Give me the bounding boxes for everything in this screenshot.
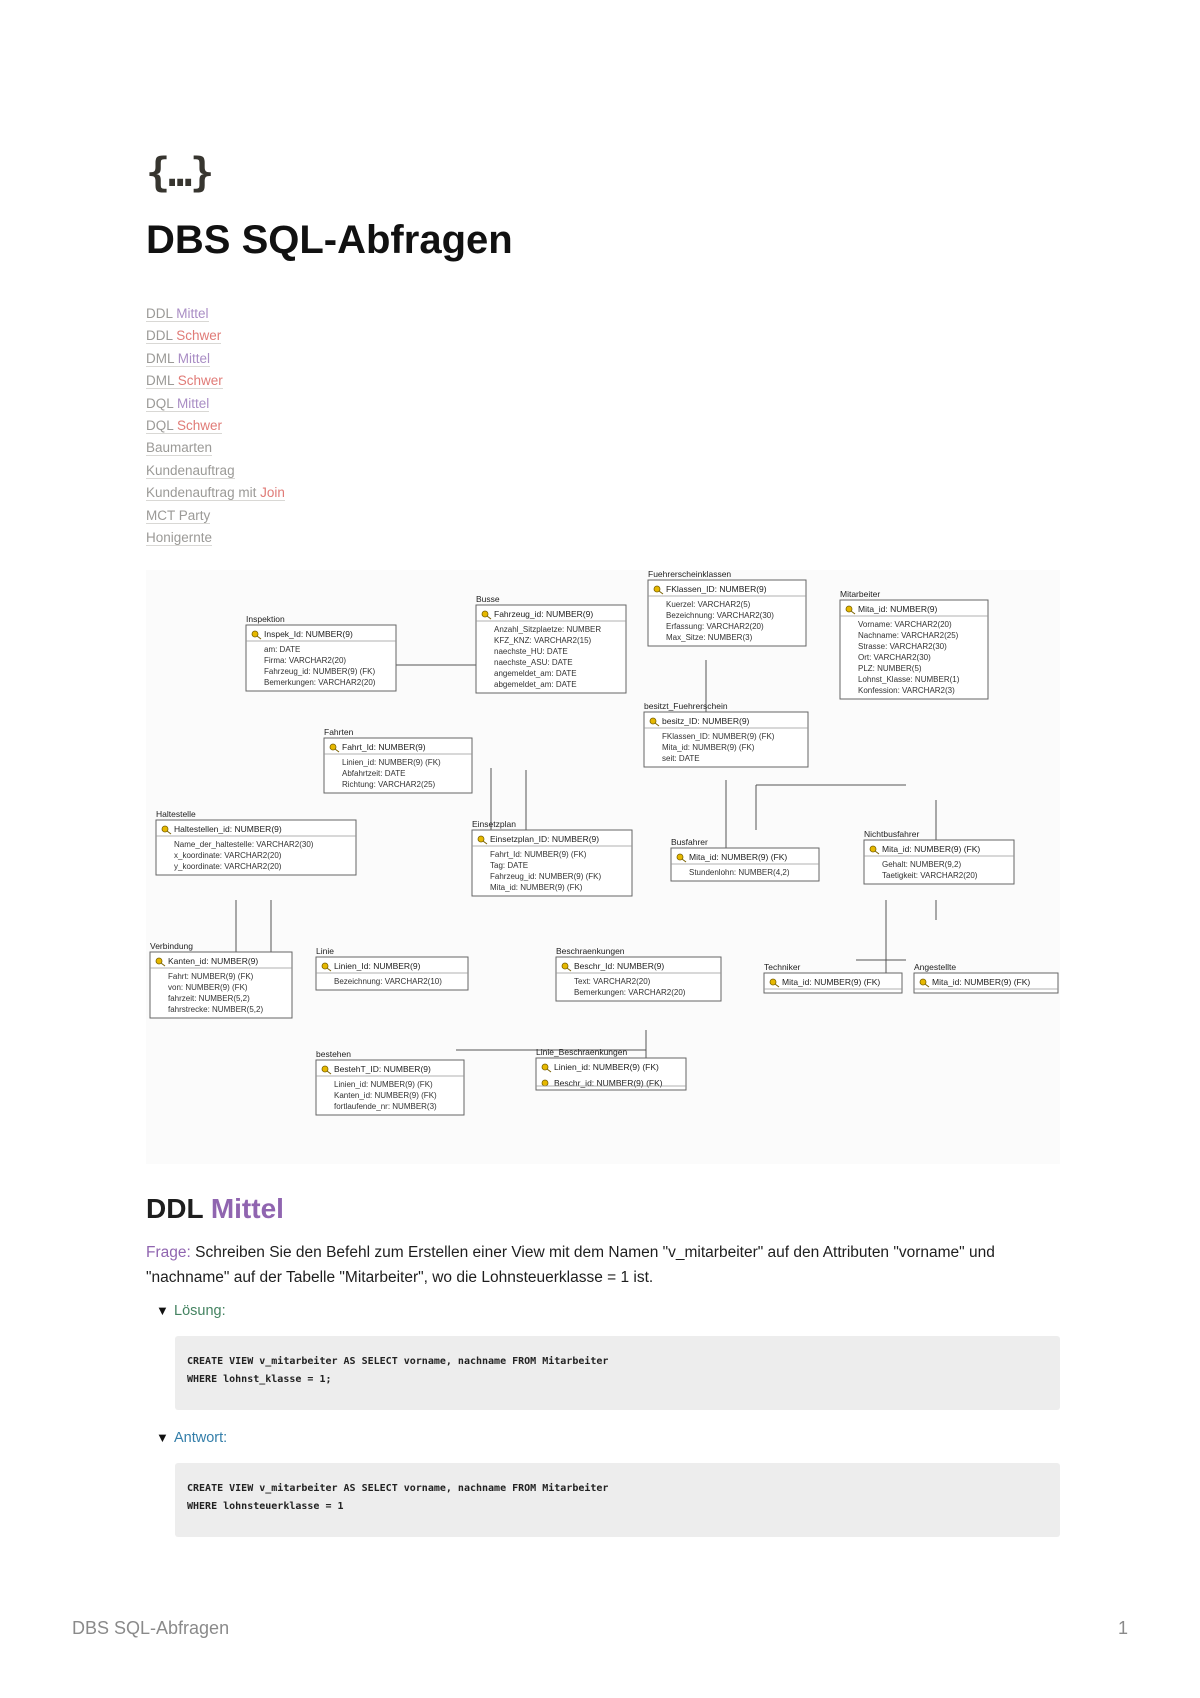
entity-attribute: fortlaufende_nr: NUMBER(3) (334, 1102, 437, 1111)
toc-link-level: Schwer (176, 328, 222, 344)
entity-table (671, 837, 819, 881)
entity-title: Haltestelle (156, 809, 196, 819)
section-heading-level: Mittel (210, 1193, 284, 1224)
entity-attribute: Abfahrtzeit: DATE (342, 769, 406, 778)
section-heading-prefix: DDL (146, 1193, 211, 1224)
entity-title: Busfahrer (671, 837, 708, 847)
entity-attribute: Nachname: VARCHAR2(25) (858, 631, 959, 640)
entity-attribute: abgemeldet_am: DATE (494, 680, 577, 689)
entity-title: Nichtbusfahrer (864, 829, 920, 839)
entity-attribute: Konfession: VARCHAR2(3) (858, 686, 955, 695)
toggle-antwort-label: Antwort: (174, 1430, 228, 1446)
entity-attribute: Kanten_id: NUMBER(9) (FK) (334, 1091, 437, 1100)
entity-title: Fuehrerscheinklassen (648, 570, 732, 579)
toc-link-text: DML (146, 350, 178, 366)
entity-attribute: Bezeichnung: VARCHAR2(30) (666, 611, 774, 620)
toggle-triangle-icon: ▼ (156, 1430, 169, 1445)
toc-link-text: DML (146, 373, 178, 389)
entity-attribute: Vorname: VARCHAR2(20) (858, 620, 952, 629)
entity-attribute: Max_Sitze: NUMBER(3) (666, 633, 753, 642)
toc-link[interactable] (146, 373, 223, 389)
toc-link-text: DQL (146, 417, 178, 433)
toggle-loesung-label: Lösung: (174, 1303, 226, 1319)
entity-attribute: Kuerzel: VARCHAR2(5) (666, 600, 751, 609)
entity-title: Linie (316, 946, 334, 956)
entity-title: Einsetzplan (472, 819, 516, 829)
entity-table (476, 594, 626, 693)
entity-table (156, 809, 356, 875)
code-block-antwort: CREATE VIEW v_mitarbeiter AS SELECT vorname, nachname FROM Mitarbeiter WHERE lohnsteuerklasse = 1 (175, 1463, 1060, 1537)
toc-item (146, 437, 285, 459)
entity-attribute: Anzahl_Sitzplaetze: NUMBER (494, 625, 602, 634)
entity-primary-key: Haltestellen_id: NUMBER(9) (174, 824, 282, 834)
entity-table (316, 1049, 464, 1115)
entity-table (864, 829, 1014, 884)
toc-item (146, 393, 285, 415)
entity-table (644, 701, 808, 767)
entity-attribute: KFZ_KNZ: VARCHAR2(15) (494, 636, 592, 645)
entity-attribute: von: NUMBER(9) (FK) (168, 983, 248, 992)
entity-attribute: Fahrzeug_id: NUMBER(9) (FK) (490, 872, 602, 881)
entity-attribute: Fahrt_Id: NUMBER(9) (FK) (490, 850, 587, 859)
entity-attribute: Bezeichnung: VARCHAR2(10) (334, 977, 442, 986)
entity-primary-key: BestehT_ID: NUMBER(9) (334, 1064, 431, 1074)
entity-title: Fahrten (324, 727, 354, 737)
entity-primary-key: Linien_id: NUMBER(9) (FK) (554, 1062, 659, 1072)
toc-link[interactable] (146, 530, 212, 546)
entity-attribute: Name_der_haltestelle: VARCHAR2(30) (174, 840, 314, 849)
entity-table (914, 962, 1058, 993)
toc-link-text: Honigernte (146, 529, 213, 545)
entity-table (324, 727, 472, 793)
toc-link[interactable] (146, 351, 210, 367)
entity-attribute: seit: DATE (662, 754, 700, 763)
entity-attribute: Fahrzeug_id: NUMBER(9) (FK) (264, 667, 376, 676)
entity-title: Mitarbeiter (840, 589, 881, 599)
toggle-loesung[interactable] (156, 1303, 226, 1319)
toc-item (146, 370, 285, 392)
toc-item (146, 460, 285, 482)
entity-primary-key: Kanten_id: NUMBER(9) (168, 956, 259, 966)
entity-table (316, 946, 468, 990)
toc-link-level: Join (260, 485, 285, 501)
entity-attribute: Bemerkungen: VARCHAR2(20) (264, 678, 376, 687)
entity-attribute: Mita_id: NUMBER(9) (FK) (662, 743, 755, 752)
entity-primary-key: Mita_id: NUMBER(9) (858, 604, 938, 614)
entity-primary-key: FKlassen_ID: NUMBER(9) (666, 584, 767, 594)
entity-primary-key: Fahrzeug_id: NUMBER(9) (494, 609, 594, 619)
entity-attribute: Mita_id: NUMBER(9) (FK) (490, 883, 583, 892)
toc-link-text: Kundenauftrag mit (146, 485, 261, 501)
entity-table (472, 819, 632, 896)
question-text: Schreiben Sie den Befehl zum Erstellen einer View mit dem Namen "v_mitarbeiter" auf den Attributen "vorname" und "nachname" auf der Tabelle "Mitarbeiter", wo die Lohnsteuerklasse = 1 ist. (146, 1244, 995, 1286)
toc-link[interactable] (146, 485, 285, 501)
entity-title: bestehen (316, 1049, 351, 1059)
toc-link-level: Schwer (177, 417, 223, 433)
entity-primary-key: Fahrt_Id: NUMBER(9) (342, 742, 426, 752)
toc-item (146, 482, 285, 504)
toc-link-text: Baumarten (146, 440, 213, 456)
entity-attribute: naechste_ASU: DATE (494, 658, 573, 667)
toc-link[interactable] (146, 396, 209, 412)
entity-title: Beschraenkungen (556, 946, 625, 956)
toc-link-text: DQL (146, 395, 178, 411)
entity-title: Inspektion (246, 614, 285, 624)
code-block-loesung: CREATE VIEW v_mitarbeiter AS SELECT vorname, nachname FROM Mitarbeiter WHERE lohnst_klasse = 1; (175, 1336, 1060, 1410)
toc-link[interactable] (146, 418, 222, 434)
entity-title: Busse (476, 594, 500, 604)
entity-table (150, 941, 292, 1018)
entity-attribute: Stundenlohn: NUMBER(4,2) (689, 868, 790, 877)
toc-link[interactable] (146, 463, 235, 479)
toc-link-level: Mittel (177, 395, 210, 411)
entity-primary-key: Beschr_id: NUMBER(9) (FK) (554, 1078, 663, 1088)
entity-title: Linie_Beschraenkungen (536, 1047, 628, 1057)
entity-attribute: Lohnst_Klasse: NUMBER(1) (858, 675, 960, 684)
entity-attribute: FKlassen_ID: NUMBER(9) (FK) (662, 732, 775, 741)
toc-link-level: Mittel (177, 350, 211, 366)
entity-primary-key: Einsetzplan_ID: NUMBER(9) (490, 834, 600, 844)
footer-title: DBS SQL-Abfragen (72, 1618, 230, 1638)
entity-primary-key: Inspek_Id: NUMBER(9) (264, 629, 353, 639)
entity-attribute: Bemerkungen: VARCHAR2(20) (574, 988, 686, 997)
entity-primary-key: Mita_id: NUMBER(9) (FK) (689, 852, 788, 862)
entity-attribute: angemeldet_am: DATE (494, 669, 577, 678)
er-diagram-svg (146, 570, 1060, 1164)
entity-title: Angestellte (914, 962, 957, 972)
entity-table (536, 1047, 686, 1090)
question-label: Frage: (146, 1244, 191, 1261)
entity-attribute: fahrzeit: NUMBER(5,2) (168, 994, 250, 1003)
toc-item (146, 527, 285, 549)
entity-attribute: Text: VARCHAR2(20) (574, 977, 651, 986)
page-number: 1 (1117, 1618, 1128, 1638)
question (146, 1240, 1060, 1290)
toc-link-text: DDL (146, 306, 177, 321)
entity-attribute: naechste_HU: DATE (494, 647, 568, 656)
er-diagram (146, 570, 1060, 1164)
toc-link-text: MCT Party (146, 507, 211, 523)
entity-primary-key: besitz_ID: NUMBER(9) (662, 716, 750, 726)
entity-attribute: Linien_id: NUMBER(9) (FK) (342, 758, 441, 767)
page-icon: {…} (146, 150, 213, 196)
toc-link-level: Schwer (177, 373, 223, 389)
section-heading-ddl-mittel (146, 1193, 284, 1225)
toc-link[interactable] (146, 440, 212, 456)
entity-table (246, 614, 396, 691)
entity-attribute: Gehalt: NUMBER(9,2) (882, 860, 962, 869)
entity-attribute: Ort: VARCHAR2(30) (858, 653, 931, 662)
entity-table (840, 589, 988, 699)
toc-link[interactable] (146, 508, 210, 524)
entity-attribute: x_koordinate: VARCHAR2(20) (174, 851, 282, 860)
entity-attribute: y_koordinate: VARCHAR2(20) (174, 862, 282, 871)
primary-key-icon (542, 1080, 548, 1086)
toc-link[interactable] (146, 306, 209, 322)
entity-table (648, 570, 806, 646)
toggle-triangle-icon: ▼ (156, 1303, 169, 1318)
toc-item (146, 505, 285, 527)
entity-table (556, 946, 721, 1001)
entity-attribute: Linien_id: NUMBER(9) (FK) (334, 1080, 433, 1089)
entity-attribute: Tag: DATE (490, 861, 529, 870)
entity-attribute: Fahrt: NUMBER(9) (FK) (168, 972, 254, 981)
entity-primary-key: Linien_Id: NUMBER(9) (334, 961, 421, 971)
toc-link-text: DDL (146, 328, 177, 344)
toc-link-text: Kundenauftrag (146, 462, 235, 478)
toc-link[interactable] (146, 328, 221, 344)
entity-primary-key: Mita_id: NUMBER(9) (FK) (782, 977, 881, 987)
entity-title: Verbindung (150, 941, 194, 951)
toc-link-level: Mittel (176, 306, 209, 321)
entity-title: Techniker (764, 962, 801, 972)
page-title: DBS SQL-Abfragen (146, 218, 513, 262)
toc-item (146, 303, 285, 325)
entity-attribute: PLZ: NUMBER(5) (858, 664, 922, 673)
toggle-antwort[interactable] (156, 1430, 227, 1446)
entity-attribute: fahrstrecke: NUMBER(5,2) (168, 1005, 264, 1014)
entity-attribute: Firma: VARCHAR2(20) (264, 656, 347, 665)
entity-attribute: Erfassung: VARCHAR2(20) (666, 622, 764, 631)
entity-primary-key: Mita_id: NUMBER(9) (FK) (932, 977, 1031, 987)
entity-primary-key: Beschr_Id: NUMBER(9) (574, 961, 665, 971)
table-of-contents (146, 303, 285, 549)
toc-item (146, 348, 285, 370)
toc-item (146, 325, 285, 347)
entity-table (764, 962, 902, 993)
entity-primary-key: Mita_id: NUMBER(9) (FK) (882, 844, 981, 854)
toc-item (146, 415, 285, 437)
entity-attribute: Strasse: VARCHAR2(30) (858, 642, 947, 651)
entity-attribute: Taetigkeit: VARCHAR2(20) (882, 871, 978, 880)
entity-attribute: Richtung: VARCHAR2(25) (342, 780, 436, 789)
entity-title: besitzt_Fuehrerschein (644, 701, 728, 711)
entity-attribute: am: DATE (264, 645, 301, 654)
